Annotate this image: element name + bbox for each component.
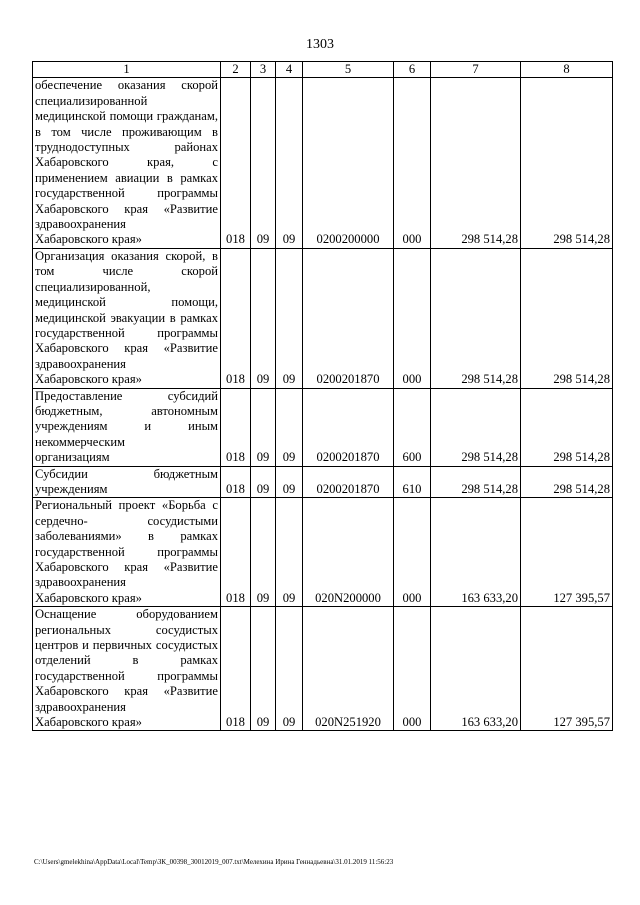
cell-amount-2: 298 514,28	[521, 248, 613, 388]
header-cell-1: 1	[33, 62, 221, 78]
description-line: медицинской помощи	[35, 109, 154, 124]
cell-description	[33, 78, 221, 248]
description-line: рамках государственной	[35, 310, 218, 340]
header-cell-3: 3	[251, 62, 276, 78]
cell-subsection: 09	[276, 466, 303, 498]
cell-subsection: 09	[276, 78, 303, 248]
cell-description	[33, 498, 221, 607]
description-last-line: учреждениям	[35, 481, 108, 496]
description-line: учреждениям и иным	[35, 419, 218, 434]
description-last-line: Хабаровского края»	[35, 715, 142, 730]
description-last-line: Хабаровского края»	[35, 232, 142, 247]
description-line: медицинской эвакуации в	[35, 310, 176, 325]
cell-section: 09	[251, 466, 276, 498]
cell-amount-1: 298 514,28	[431, 248, 521, 388]
cell-target-article: 0200201870	[303, 466, 394, 498]
description-line: Предоставление субсидий	[35, 388, 218, 403]
cell-expense-type: 610	[394, 466, 431, 498]
description-last-line: Хабаровского края»	[35, 372, 142, 387]
description-line: здравоохранения	[35, 575, 126, 590]
cell-description	[33, 466, 221, 498]
description-line: программы Хабаровского	[35, 325, 218, 356]
table-row	[33, 498, 613, 607]
header-cell-7: 7	[431, 62, 521, 78]
table-row	[33, 248, 613, 388]
description-line: некоммерческим	[35, 434, 126, 449]
cell-target-article: 020N251920	[303, 607, 394, 731]
cell-expense-type: 000	[394, 78, 431, 248]
description-line: специализированной,	[35, 279, 151, 294]
footer-file-path: C:\Users\gmelekhina\AppData\Local\Temp\ЗК_00398_30012019_007.txt\Мелехина Ирина Геннадьевна\31.01.2019 11:56:23	[34, 858, 394, 866]
description-line: специализированной	[35, 93, 148, 108]
cell-amount-2: 298 514,28	[521, 388, 613, 466]
description-line: медицинской помощи,	[35, 295, 218, 310]
table-row	[33, 466, 613, 498]
cell-grbs: 018	[221, 388, 251, 466]
cell-amount-1: 298 514,28	[431, 466, 521, 498]
header-cell-4: 4	[276, 62, 303, 78]
description-line: гражданам, в том числе	[35, 109, 218, 139]
header-cell-8: 8	[521, 62, 613, 78]
description-line: сосудистых отделений в	[35, 638, 218, 668]
cell-expense-type: 600	[394, 388, 431, 466]
cell-description	[33, 248, 221, 388]
description-line: рамках государственной	[35, 653, 218, 683]
cell-target-article: 0200200000	[303, 78, 394, 248]
header-row	[33, 62, 613, 78]
header-cell-5: 5	[303, 62, 394, 78]
description-line: здравоохранения	[35, 217, 126, 232]
description-line: края «Развитие	[124, 341, 218, 356]
cell-amount-1: 298 514,28	[431, 388, 521, 466]
description-line: программы Хабаровского	[35, 668, 218, 699]
cell-expense-type: 000	[394, 498, 431, 607]
cell-target-article: 0200201870	[303, 388, 394, 466]
cell-amount-2: 127 395,57	[521, 498, 613, 607]
description-line: программы Хабаровского	[35, 186, 218, 216]
table-row	[33, 388, 613, 466]
cell-section: 09	[251, 248, 276, 388]
cell-grbs: 018	[221, 78, 251, 248]
cell-subsection: 09	[276, 248, 303, 388]
description-line: обеспечение оказания скорой	[35, 78, 218, 93]
cell-subsection: 09	[276, 388, 303, 466]
cell-subsection: 09	[276, 498, 303, 607]
cell-section: 09	[251, 78, 276, 248]
cell-section: 09	[251, 607, 276, 731]
cell-description	[33, 388, 221, 466]
description-line: края «Развитие	[124, 201, 218, 216]
cell-amount-2: 127 395,57	[521, 607, 613, 731]
description-line: бюджетным, автономным	[35, 403, 218, 418]
description-line: центров и первичных	[35, 638, 152, 653]
table-row	[33, 607, 613, 731]
cell-amount-1: 163 633,20	[431, 498, 521, 607]
description-line: Субсидии бюджетным	[35, 466, 218, 481]
cell-grbs: 018	[221, 607, 251, 731]
description-line: рамках государственной	[35, 170, 218, 201]
table-body	[33, 78, 613, 731]
cell-amount-1: 163 633,20	[431, 607, 521, 731]
description-last-line: Хабаровского края»	[35, 590, 142, 605]
description-line: края «Развитие	[124, 560, 218, 574]
cell-expense-type: 000	[394, 248, 431, 388]
description-line: сосудистыми заболеваниями»	[35, 513, 218, 544]
description-line: края «Развитие	[124, 684, 218, 699]
cell-expense-type: 000	[394, 607, 431, 731]
page-number: 1303	[306, 37, 334, 52]
cell-description	[33, 607, 221, 731]
table-row	[33, 78, 613, 248]
header-cell-6: 6	[394, 62, 431, 78]
cell-target-article: 0200201870	[303, 248, 394, 388]
cell-grbs: 018	[221, 498, 251, 607]
description-line: Организация оказания скорой,	[35, 248, 206, 263]
description-line: Хабаровского края, с	[35, 155, 218, 170]
cell-section: 09	[251, 388, 276, 466]
description-line: здравоохранения	[35, 699, 126, 714]
cell-grbs: 018	[221, 466, 251, 498]
cell-amount-2: 298 514,28	[521, 78, 613, 248]
description-line: региональных сосудистых	[35, 622, 218, 637]
description-line: в рамках государственной	[35, 529, 218, 559]
cell-subsection: 09	[276, 607, 303, 731]
description-line: в том числе скорой	[35, 248, 218, 279]
description-line: применением авиации в	[35, 170, 173, 185]
description-line: труднодоступных районах	[35, 140, 218, 155]
description-line: Региональный проект	[35, 498, 156, 513]
cell-amount-1: 298 514,28	[431, 78, 521, 248]
cell-target-article: 020N200000	[303, 498, 394, 607]
budget-table	[32, 61, 613, 731]
description-line: «Борьба с сердечно-	[35, 498, 218, 528]
description-line: здравоохранения	[35, 356, 126, 371]
cell-amount-2: 298 514,28	[521, 466, 613, 498]
description-last-line: организациям	[35, 450, 110, 465]
description-line: программы Хабаровского	[35, 544, 218, 574]
header-cell-2: 2	[221, 62, 251, 78]
cell-section: 09	[251, 498, 276, 607]
cell-grbs: 018	[221, 248, 251, 388]
description-line: Оснащение оборудованием	[35, 607, 218, 622]
description-line: проживающим в	[122, 124, 218, 139]
